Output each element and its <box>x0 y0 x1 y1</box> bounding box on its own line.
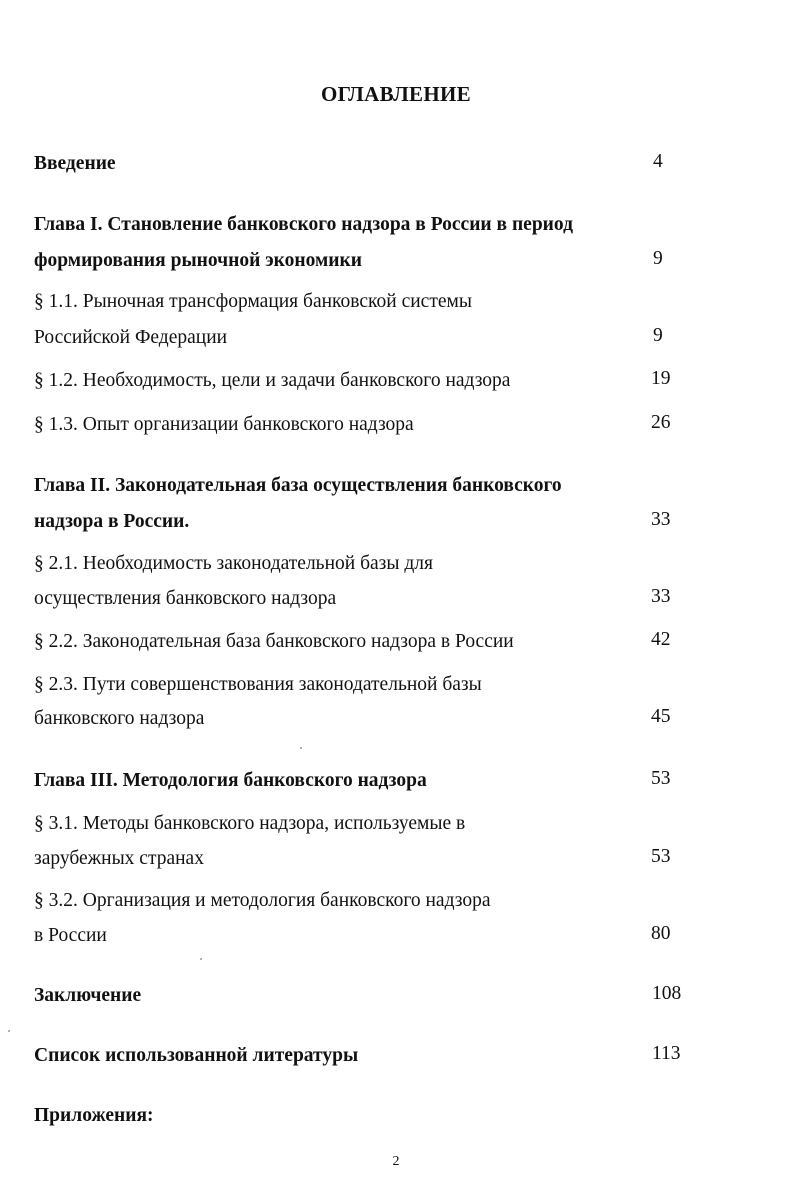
toc-page-section-1-3: 26 <box>651 412 671 433</box>
toc-chapter-1-title: Глава I. Становление банковского надзора в России в период <box>34 214 573 235</box>
toc-page-section-3-2: 80 <box>651 923 671 944</box>
toc-section-1-2: § 1.2. Необходимость, цели и задачи банковского надзора <box>34 370 511 391</box>
toc-section-2-3-cont: банковского надзора <box>34 708 205 729</box>
toc-section-2-1: § 2.1. Необходимость законодательной базы для <box>34 553 433 574</box>
toc-page-bibliography: 113 <box>652 1043 681 1064</box>
toc-section-2-3: § 2.3. Пути совершенствования законодательной базы <box>34 674 482 695</box>
scan-speck <box>200 958 202 960</box>
toc-page-chapter-1: 9 <box>653 248 663 269</box>
toc-chapter-2-title: Глава II. Законодательная база осуществления банковского <box>34 475 562 496</box>
toc-entry-appendices: Приложения: <box>34 1105 154 1126</box>
toc-section-1-1-cont: Российской Федерации <box>34 327 228 348</box>
toc-chapter-3-title: Глава III. Методология банковского надзора <box>34 770 427 791</box>
toc-entry-intro: Введение <box>34 153 116 174</box>
toc-page-section-2-3: 45 <box>651 706 671 727</box>
toc-chapter-2-title-cont: надзора в России. <box>34 511 190 532</box>
page-title: ОГЛАВЛЕНИЕ <box>321 82 471 106</box>
toc-section-3-2: § 3.2. Организация и методология банковского надзора <box>34 890 491 911</box>
toc-entry-bibliography: Список использованной литературы <box>34 1045 359 1066</box>
toc-page-chapter-2: 33 <box>651 509 671 530</box>
toc-page-chapter-3: 53 <box>651 768 671 789</box>
toc-page-section-2-1: 33 <box>651 586 671 607</box>
toc-section-1-3: § 1.3. Опыт организации банковского надзора <box>34 414 414 435</box>
toc-section-3-1-cont: зарубежных странах <box>34 848 204 869</box>
scan-speck <box>300 747 302 749</box>
toc-page-section-2-2: 42 <box>651 629 671 650</box>
toc-page-section-1-2: 19 <box>651 368 671 389</box>
toc-page-conclusion: 108 <box>652 983 682 1004</box>
toc-chapter-1-title-cont: формирования рыночной экономики <box>34 250 362 271</box>
toc-section-2-1-cont: осуществления банковского надзора <box>34 588 337 609</box>
toc-section-2-2: § 2.2. Законодательная база банковского надзора в России <box>34 631 514 652</box>
toc-section-3-1: § 3.1. Методы банковского надзора, используемые в <box>34 813 466 834</box>
toc-entry-conclusion: Заключение <box>34 985 142 1006</box>
page-number: 2 <box>392 1154 400 1169</box>
toc-page-section-3-1: 53 <box>651 846 671 867</box>
toc-page-intro: 4 <box>653 151 663 172</box>
toc-section-1-1: § 1.1. Рыночная трансформация банковской системы <box>34 291 472 312</box>
toc-page-section-1-1: 9 <box>653 325 663 346</box>
toc-section-3-2-cont: в России <box>34 925 107 946</box>
scan-speck <box>8 1030 10 1032</box>
